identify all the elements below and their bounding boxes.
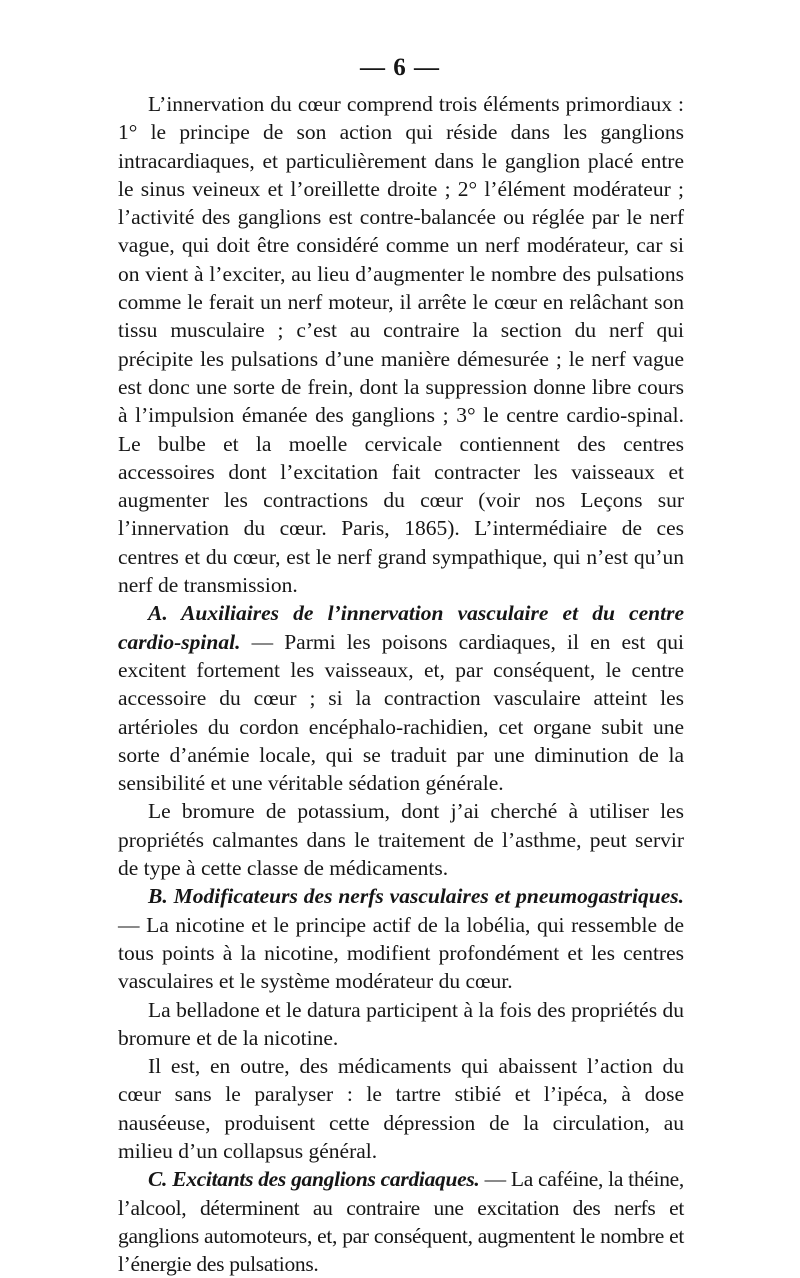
paragraph-text: — La nicotine et le principe actif de la lobélia, qui ressemble de tous points à la nicotine, modifient profondément et les centres vasculaires et le système modérateur du cœur. — [118, 912, 684, 994]
paragraph-section-b — [118, 882, 684, 995]
paragraph-innervation — [118, 90, 684, 599]
paragraph-belladone — [118, 996, 684, 1053]
body-text — [118, 90, 684, 1278]
section-b-heading: B. Modificateurs des nerfs vasculaires et pneumogastriques. — [148, 884, 684, 909]
paragraph-text: — La caféine, la théine, l’alcool, déterminent au contraire une excitation des nerfs et ganglions automoteurs, et, par conséquent, augmentent le nombre et l’énergie des pulsations. — [118, 1167, 684, 1277]
paragraph-text: — Parmi les poisons cardiaques, il en est qui excitent fortement les vaisseaux, et, par conséquent, le centre accessoire du cœur ; si la contraction vasculaire atteint les artérioles du cordon encéphalo-rachidien, cet organe subit une sorte d’anémie locale, qui se traduit par une diminution de la sensibilité et une véritable sédation générale. — [118, 629, 684, 796]
paragraph-text: La belladone et le datura participent à la fois des propriétés du bromure et de la nicotine. — [118, 997, 684, 1050]
paragraph-text: L’innervation du cœur comprend trois éléments primordiaux : 1° le principe de son action qui réside dans les ganglions intracardiaques, et particulièrement dans le ganglion placé entre le sinus veineux et l’oreillette droite ; 2° l’élément modérateur ; l’activité des ganglions est contre-balancée ou réglée par le nerf vague, qui doit être considéré comme un nerf modérateur, car si on vient à l’exciter, au lieu d’augmenter le nombre des pulsations comme le ferait un nerf moteur, il arrête le cœur en relâchant son tissu musculaire ; c’est au contraire la section du nerf qui précipite les pulsations d’une manière démesurée ; le nerf vague est donc une sorte de frein, dont la suppression donne libre cours à l’impulsion émanée des ganglions ; 3° le centre cardio-spinal. Le bulbe et la moelle cervicale contiennent des centres accessoires dont l’excitation fait contracter les vaisseaux et augmenter les contractions du cœur (voir nos Leçons sur l’innervation du cœur. Paris, 1865). L’intermédiaire de ces centres et du cœur, est le nerf grand sympathique, qui n’est qu’un nerf de transmission. — [118, 92, 684, 598]
paragraph-text: Le bromure de potassium, dont j’ai cherché à utiliser les propriétés calmantes dans le traitement de l’asthme, peut servir de type à cette classe de médicaments. — [118, 799, 684, 881]
paragraph-section-c — [118, 1165, 684, 1278]
section-a-heading: A. Auxiliaires de l’innervation vasculaire et du centre cardio-spinal. — [118, 601, 684, 654]
paragraph-depression — [118, 1052, 684, 1165]
section-c-heading: C. Excitants des ganglions cardiaques. — [148, 1167, 480, 1192]
paragraph-section-a — [118, 599, 684, 797]
paragraph-bromure — [118, 797, 684, 882]
paragraph-text: Il est, en outre, des médicaments qui abaissent l’action du cœur sans le paralyser : le tartre stibié et l’ipéca, à dose nauséeuse, produisent cette dépression de la circulation, au milieu d’un collapsus général. — [118, 1054, 684, 1163]
page-number: — 6 — — [360, 54, 440, 81]
